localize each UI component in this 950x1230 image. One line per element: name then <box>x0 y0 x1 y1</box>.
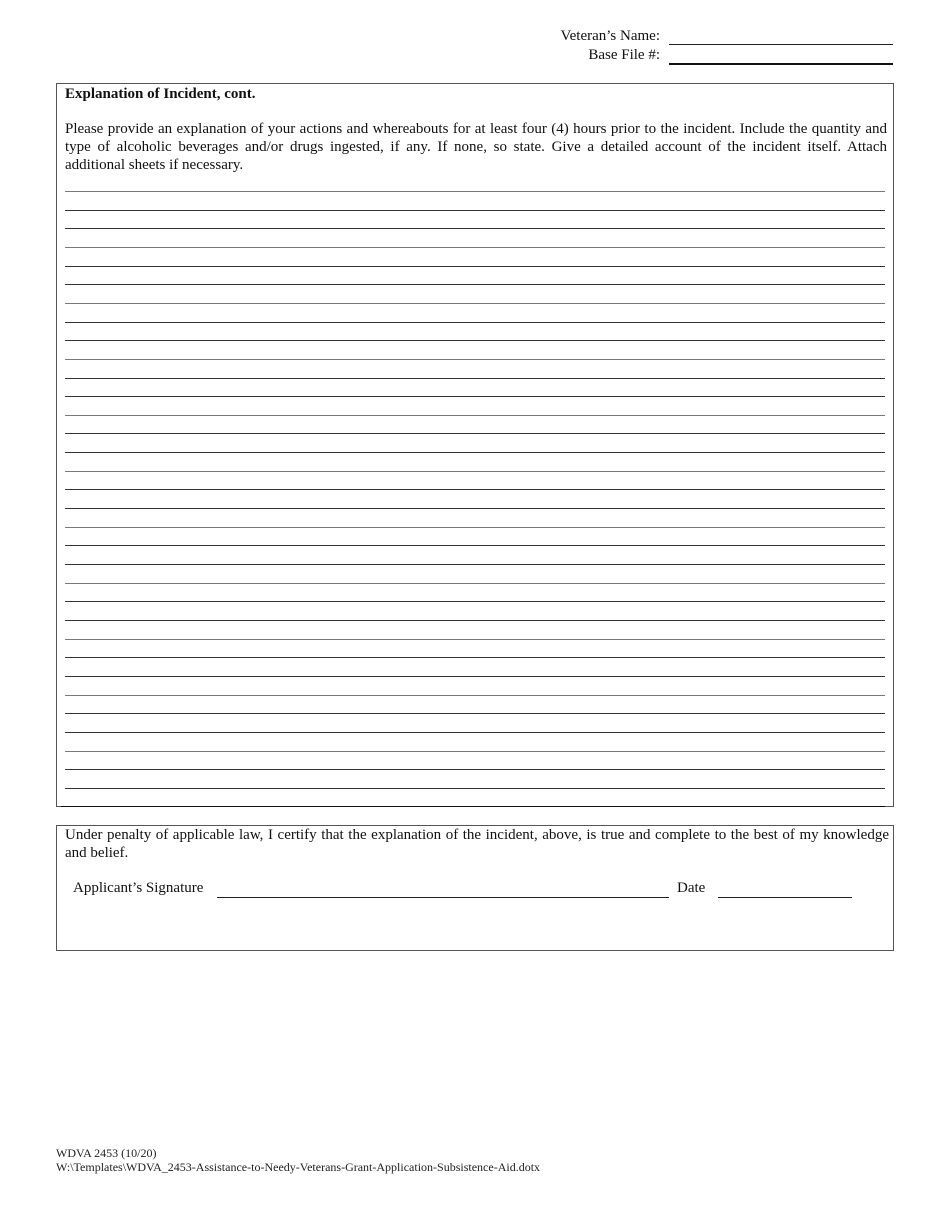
date-field[interactable] <box>718 897 852 898</box>
writing-line[interactable] <box>65 639 885 640</box>
signature-field[interactable] <box>217 897 669 898</box>
writing-line[interactable] <box>61 806 885 807</box>
writing-line[interactable] <box>65 564 885 565</box>
writing-line[interactable] <box>65 303 885 304</box>
writing-line[interactable] <box>65 508 885 509</box>
writing-line[interactable] <box>65 676 885 677</box>
incident-instructions: Please provide an explanation of your actions and whereabouts for at least four (4) hours prior to the incident. Include the quantity and type of alcoholic beverages and/or drugs ingested, if any. If none, so state. Give a detailed account of the incident itself. Attach additional sheets if necessary. <box>65 121 887 173</box>
incident-explanation-section <box>56 83 894 807</box>
template-path: W:\Templates\WDVA_2453-Assistance-to-Needy-Veterans-Grant-Application-Subsistence-Aid.dotx <box>56 1160 541 1174</box>
section-title: Explanation of Incident, cont. <box>65 86 256 102</box>
writing-line[interactable] <box>65 191 885 192</box>
writing-line[interactable] <box>65 433 885 434</box>
writing-line[interactable] <box>65 471 885 472</box>
writing-line[interactable] <box>65 340 885 341</box>
form-id: WDVA 2453 (10/20) <box>56 1146 157 1160</box>
footer <box>56 1146 540 1174</box>
writing-line[interactable] <box>65 769 885 770</box>
writing-line[interactable] <box>65 452 885 453</box>
writing-line[interactable] <box>65 713 885 714</box>
base-file-row <box>540 47 900 65</box>
veterans-name-row <box>540 28 900 46</box>
writing-line[interactable] <box>65 583 885 584</box>
writing-line[interactable] <box>65 396 885 397</box>
veterans-name-label: Veteran’s Name: <box>560 28 660 44</box>
writing-line[interactable] <box>65 545 885 546</box>
writing-line[interactable] <box>65 657 885 658</box>
writing-line[interactable] <box>65 751 885 752</box>
certification-statement: Under penalty of applicable law, I certify that the explanation of the incident, above, is true and complete to the best of my knowledge and belief. <box>65 827 889 861</box>
veterans-name-field[interactable] <box>669 44 893 45</box>
writing-line[interactable] <box>65 228 885 229</box>
writing-line[interactable] <box>65 695 885 696</box>
writing-line[interactable] <box>65 266 885 267</box>
writing-line[interactable] <box>65 247 885 248</box>
base-file-field[interactable] <box>669 63 893 65</box>
writing-line[interactable] <box>65 378 885 379</box>
writing-line[interactable] <box>65 601 885 602</box>
writing-line[interactable] <box>65 620 885 621</box>
writing-line[interactable] <box>65 284 885 285</box>
base-file-label: Base File #: <box>588 47 660 63</box>
writing-line[interactable] <box>65 489 885 490</box>
writing-line[interactable] <box>65 415 885 416</box>
certification-section <box>56 825 894 951</box>
writing-line[interactable] <box>65 527 885 528</box>
writing-line[interactable] <box>65 788 885 789</box>
writing-line[interactable] <box>65 322 885 323</box>
writing-line[interactable] <box>65 359 885 360</box>
writing-line[interactable] <box>65 210 885 211</box>
signature-label: Applicant’s Signature <box>73 880 204 896</box>
date-label: Date <box>677 880 706 896</box>
writing-line[interactable] <box>65 732 885 733</box>
